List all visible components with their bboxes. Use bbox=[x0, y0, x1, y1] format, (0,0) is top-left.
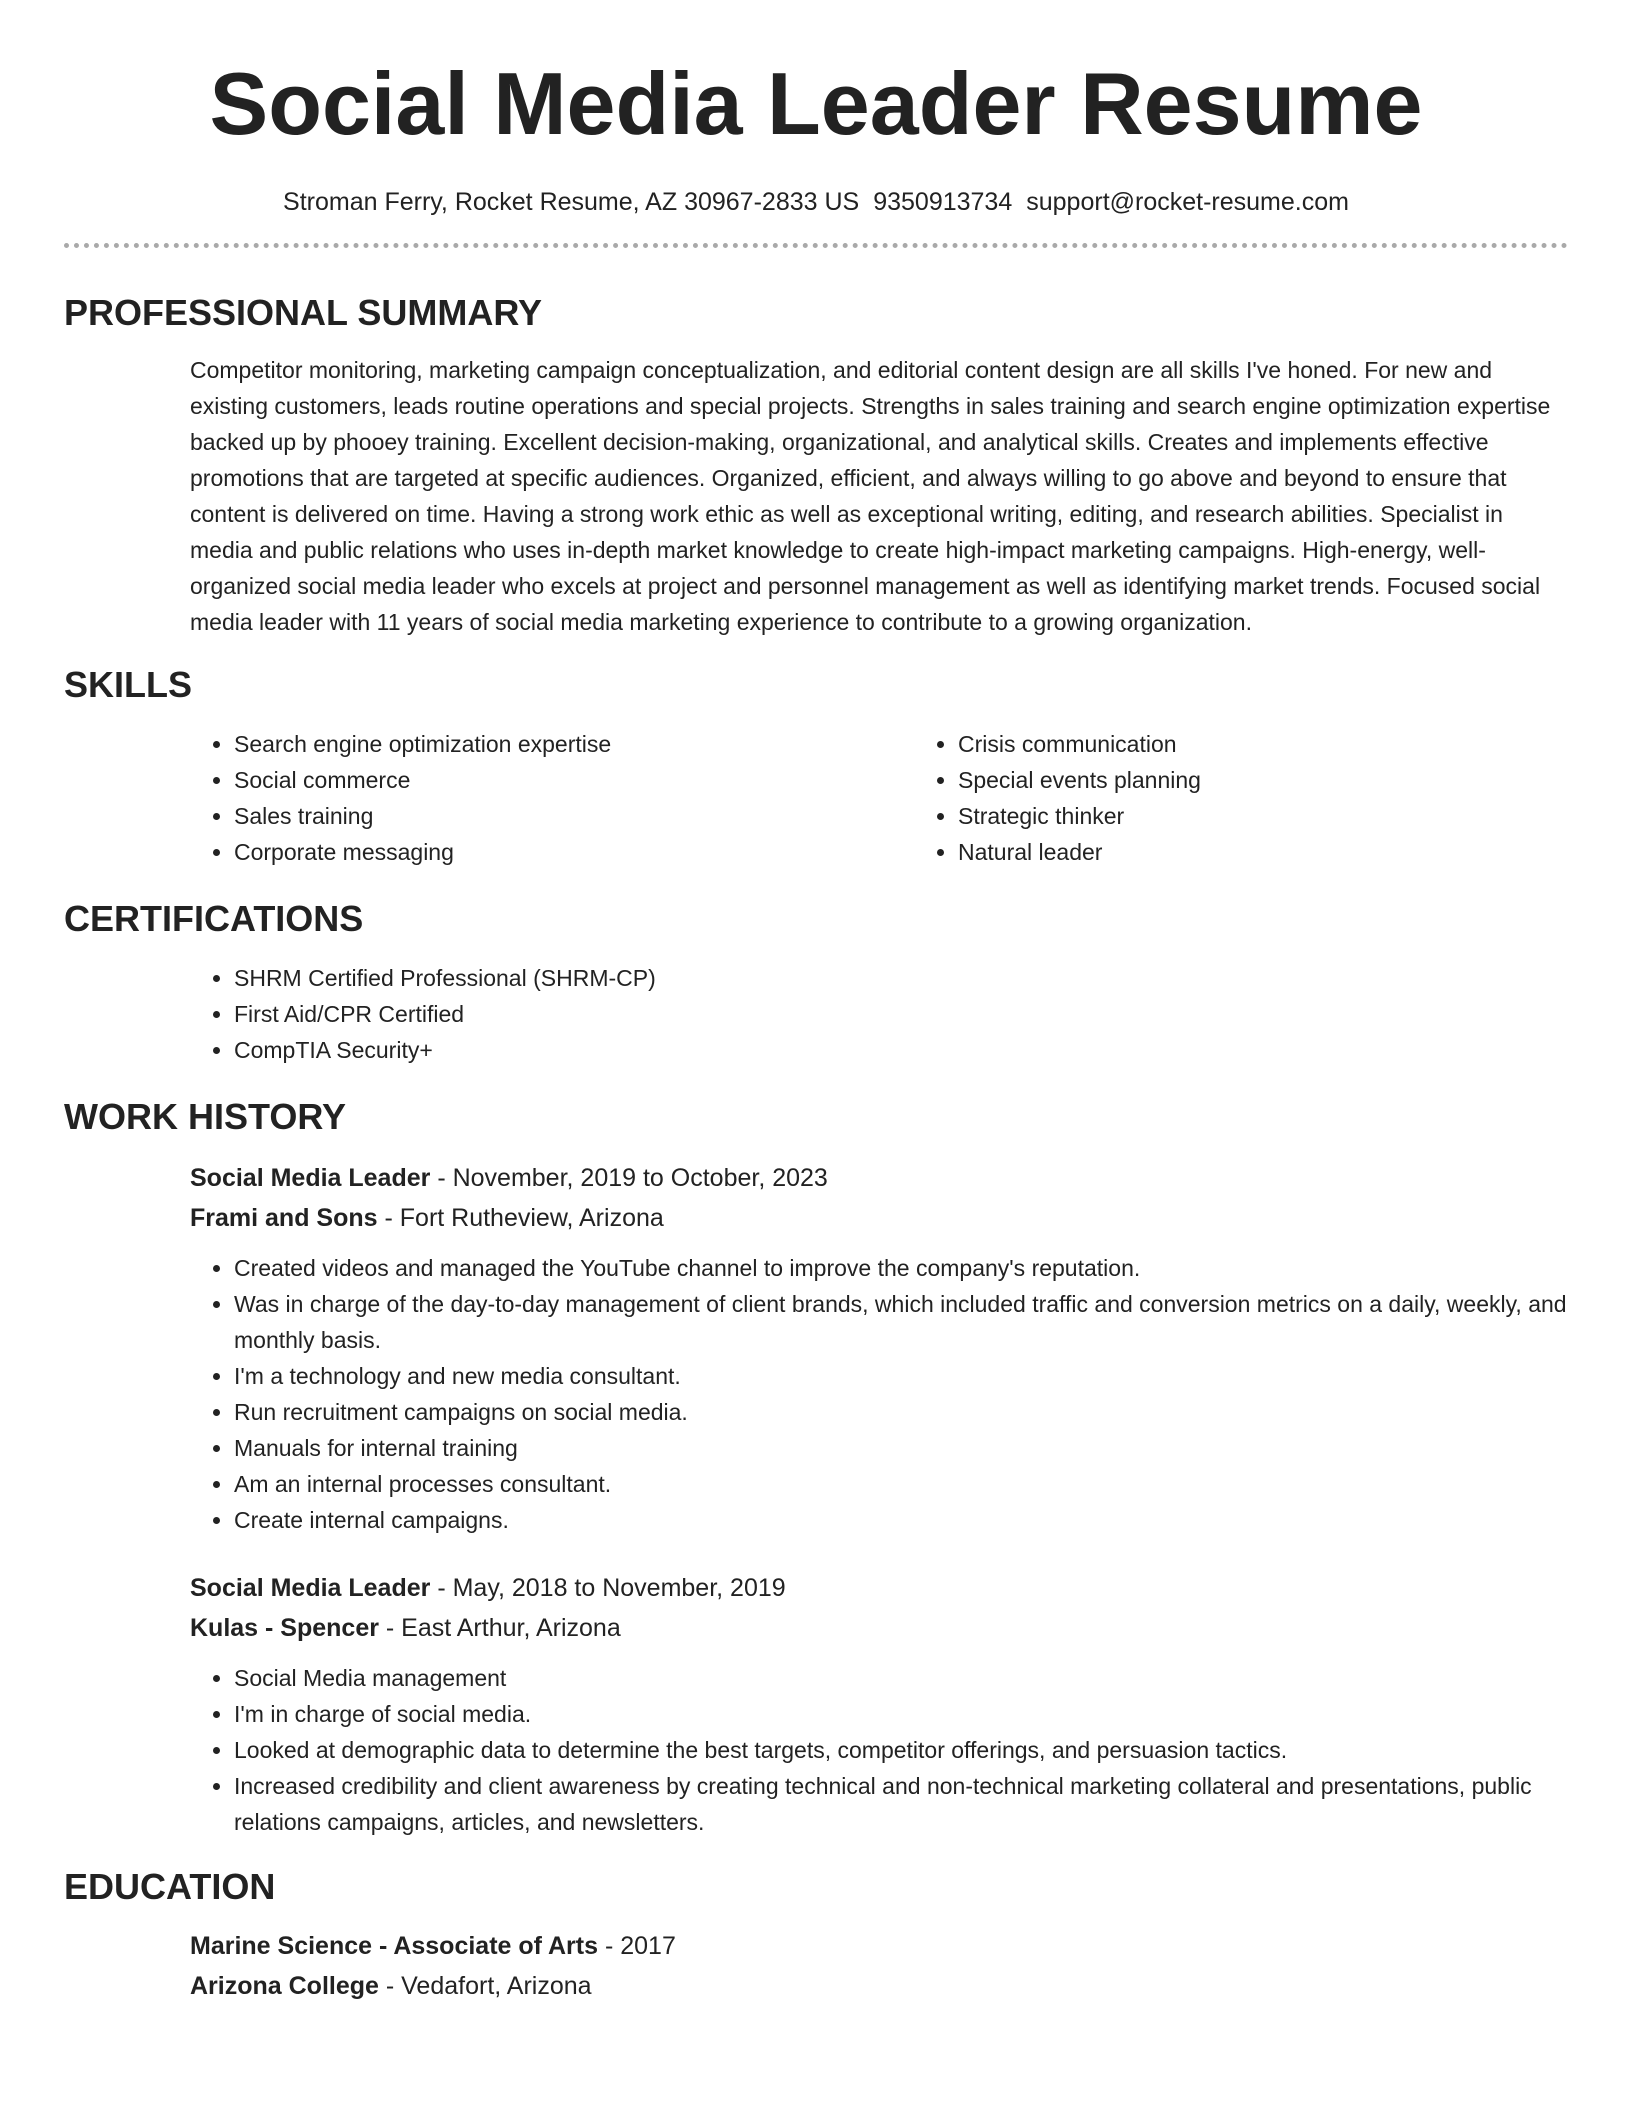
contact-email: support@rocket-resume.com bbox=[1026, 188, 1349, 216]
job-duty: • Create internal campaigns. bbox=[234, 1502, 1568, 1538]
job-title-line bbox=[190, 1158, 1568, 1198]
skills-heading: SKILLS bbox=[64, 664, 193, 705]
job-duty: • I'm a technology and new media consultant. bbox=[234, 1358, 1568, 1394]
skill-item: • Sales training bbox=[234, 798, 914, 834]
skill-item: • Social commerce bbox=[234, 762, 914, 798]
skill-item: • Natural leader bbox=[958, 834, 1632, 870]
skill-item: • Crisis communication bbox=[958, 726, 1632, 762]
skills-list-left bbox=[190, 726, 914, 870]
education-year: - 2017 bbox=[598, 1932, 676, 1960]
certification-item: • SHRM Certified Professional (SHRM-CP) bbox=[234, 960, 1568, 996]
skill-item: • Search engine optimization expertise bbox=[234, 726, 914, 762]
job-company-line bbox=[190, 1198, 1568, 1238]
contact-address: Stroman Ferry, Rocket Resume, AZ 30967-2833 US bbox=[283, 188, 860, 216]
job-duty: • Run recruitment campaigns on social media. bbox=[234, 1394, 1568, 1430]
job-entry bbox=[190, 1158, 1568, 1538]
job-duty: • Looked at demographic data to determine the best targets, competitor offerings, and persuasion tactics. bbox=[234, 1732, 1568, 1768]
skill-item: • Special events planning bbox=[958, 762, 1632, 798]
education-degree: Marine Science - Associate of Arts bbox=[190, 1932, 599, 1960]
summary-text: Competitor monitoring, marketing campaign conceptualization, and editorial content design are all skills I've honed. For new and existing customers, leads routine operations and special projects. Strengths in sales training and search engine optimization expertise backed up by phooey training. Excellent decision-making, organizational, and analytical skills. Creates and implements effective promotions that are targeted at specific audiences. Organized, efficient, and always willing to go above and beyond to ensure that content is delivered on time. Having a strong work ethic as well as exceptional writing, editing, and research abilities. Specialist in media and public relations who uses in-depth market knowledge to create high-impact marketing campaigns. High-energy, well-organized social media leader who excels at project and personnel management as well as identifying market trends. Focused social media leader with 11 years of social media marketing experience to contribute to a growing organization. bbox=[190, 357, 1551, 635]
job-company: Kulas - Spencer bbox=[190, 1614, 379, 1642]
job-entry bbox=[190, 1568, 1568, 1840]
education-entry bbox=[190, 1926, 1568, 2006]
education-heading: EDUCATION bbox=[64, 1866, 276, 1907]
job-title: Social Media Leader bbox=[190, 1574, 431, 1602]
job-duty: • Manuals for internal training bbox=[234, 1430, 1568, 1466]
job-company: Frami and Sons bbox=[190, 1204, 378, 1232]
job-duty: • Increased credibility and client awareness by creating technical and non-technical marketing collateral and presentations, public relations campaigns, articles, and newsletters. bbox=[234, 1768, 1568, 1840]
summary-heading: PROFESSIONAL SUMMARY bbox=[64, 292, 543, 333]
job-company-line bbox=[190, 1608, 1568, 1648]
skill-item: • Strategic thinker bbox=[958, 798, 1632, 834]
job-duties-list bbox=[190, 1660, 1568, 1840]
certifications-heading: CERTIFICATIONS bbox=[64, 898, 364, 939]
contact-phone: 9350913734 bbox=[873, 188, 1013, 216]
education-school: Arizona College bbox=[190, 1972, 379, 2000]
job-duty: • Social Media management bbox=[234, 1660, 1568, 1696]
job-duty: • Was in charge of the day-to-day management of client brands, which included traffic and conversion metrics on a daily, weekly, and monthly basis. bbox=[234, 1286, 1568, 1358]
skills-grid bbox=[190, 726, 1568, 870]
certifications-block bbox=[190, 960, 1568, 1068]
work-history-heading: WORK HISTORY bbox=[64, 1096, 347, 1137]
education-school-line bbox=[190, 1966, 1568, 2006]
job-duty: • Created videos and managed the YouTube channel to improve the company's reputation. bbox=[234, 1250, 1568, 1286]
job-title-line bbox=[190, 1568, 1568, 1608]
job-duty: • I'm in charge of social media. bbox=[234, 1696, 1568, 1732]
skills-list-right bbox=[914, 726, 1632, 870]
education-degree-line bbox=[190, 1926, 1568, 1966]
certification-item: • CompTIA Security+ bbox=[234, 1032, 1568, 1068]
skill-item: • Corporate messaging bbox=[234, 834, 914, 870]
job-duties-list bbox=[190, 1250, 1568, 1538]
job-dates: - May, 2018 to November, 2019 bbox=[430, 1574, 786, 1602]
job-location: - East Arthur, Arizona bbox=[378, 1614, 621, 1642]
education-location: - Vedafort, Arizona bbox=[378, 1972, 592, 2000]
job-dates: - November, 2019 to October, 2023 bbox=[430, 1164, 828, 1192]
certification-item: • First Aid/CPR Certified bbox=[234, 996, 1568, 1032]
job-duty: • Am an internal processes consultant. bbox=[234, 1466, 1568, 1502]
contact-line bbox=[64, 188, 1568, 217]
job-location: - Fort Rutheview, Arizona bbox=[377, 1204, 664, 1232]
job-title: Social Media Leader bbox=[190, 1164, 431, 1192]
certifications-list bbox=[190, 960, 1568, 1068]
resume-title: Social Media Leader Resume bbox=[209, 54, 1423, 153]
header-divider bbox=[64, 243, 1568, 248]
